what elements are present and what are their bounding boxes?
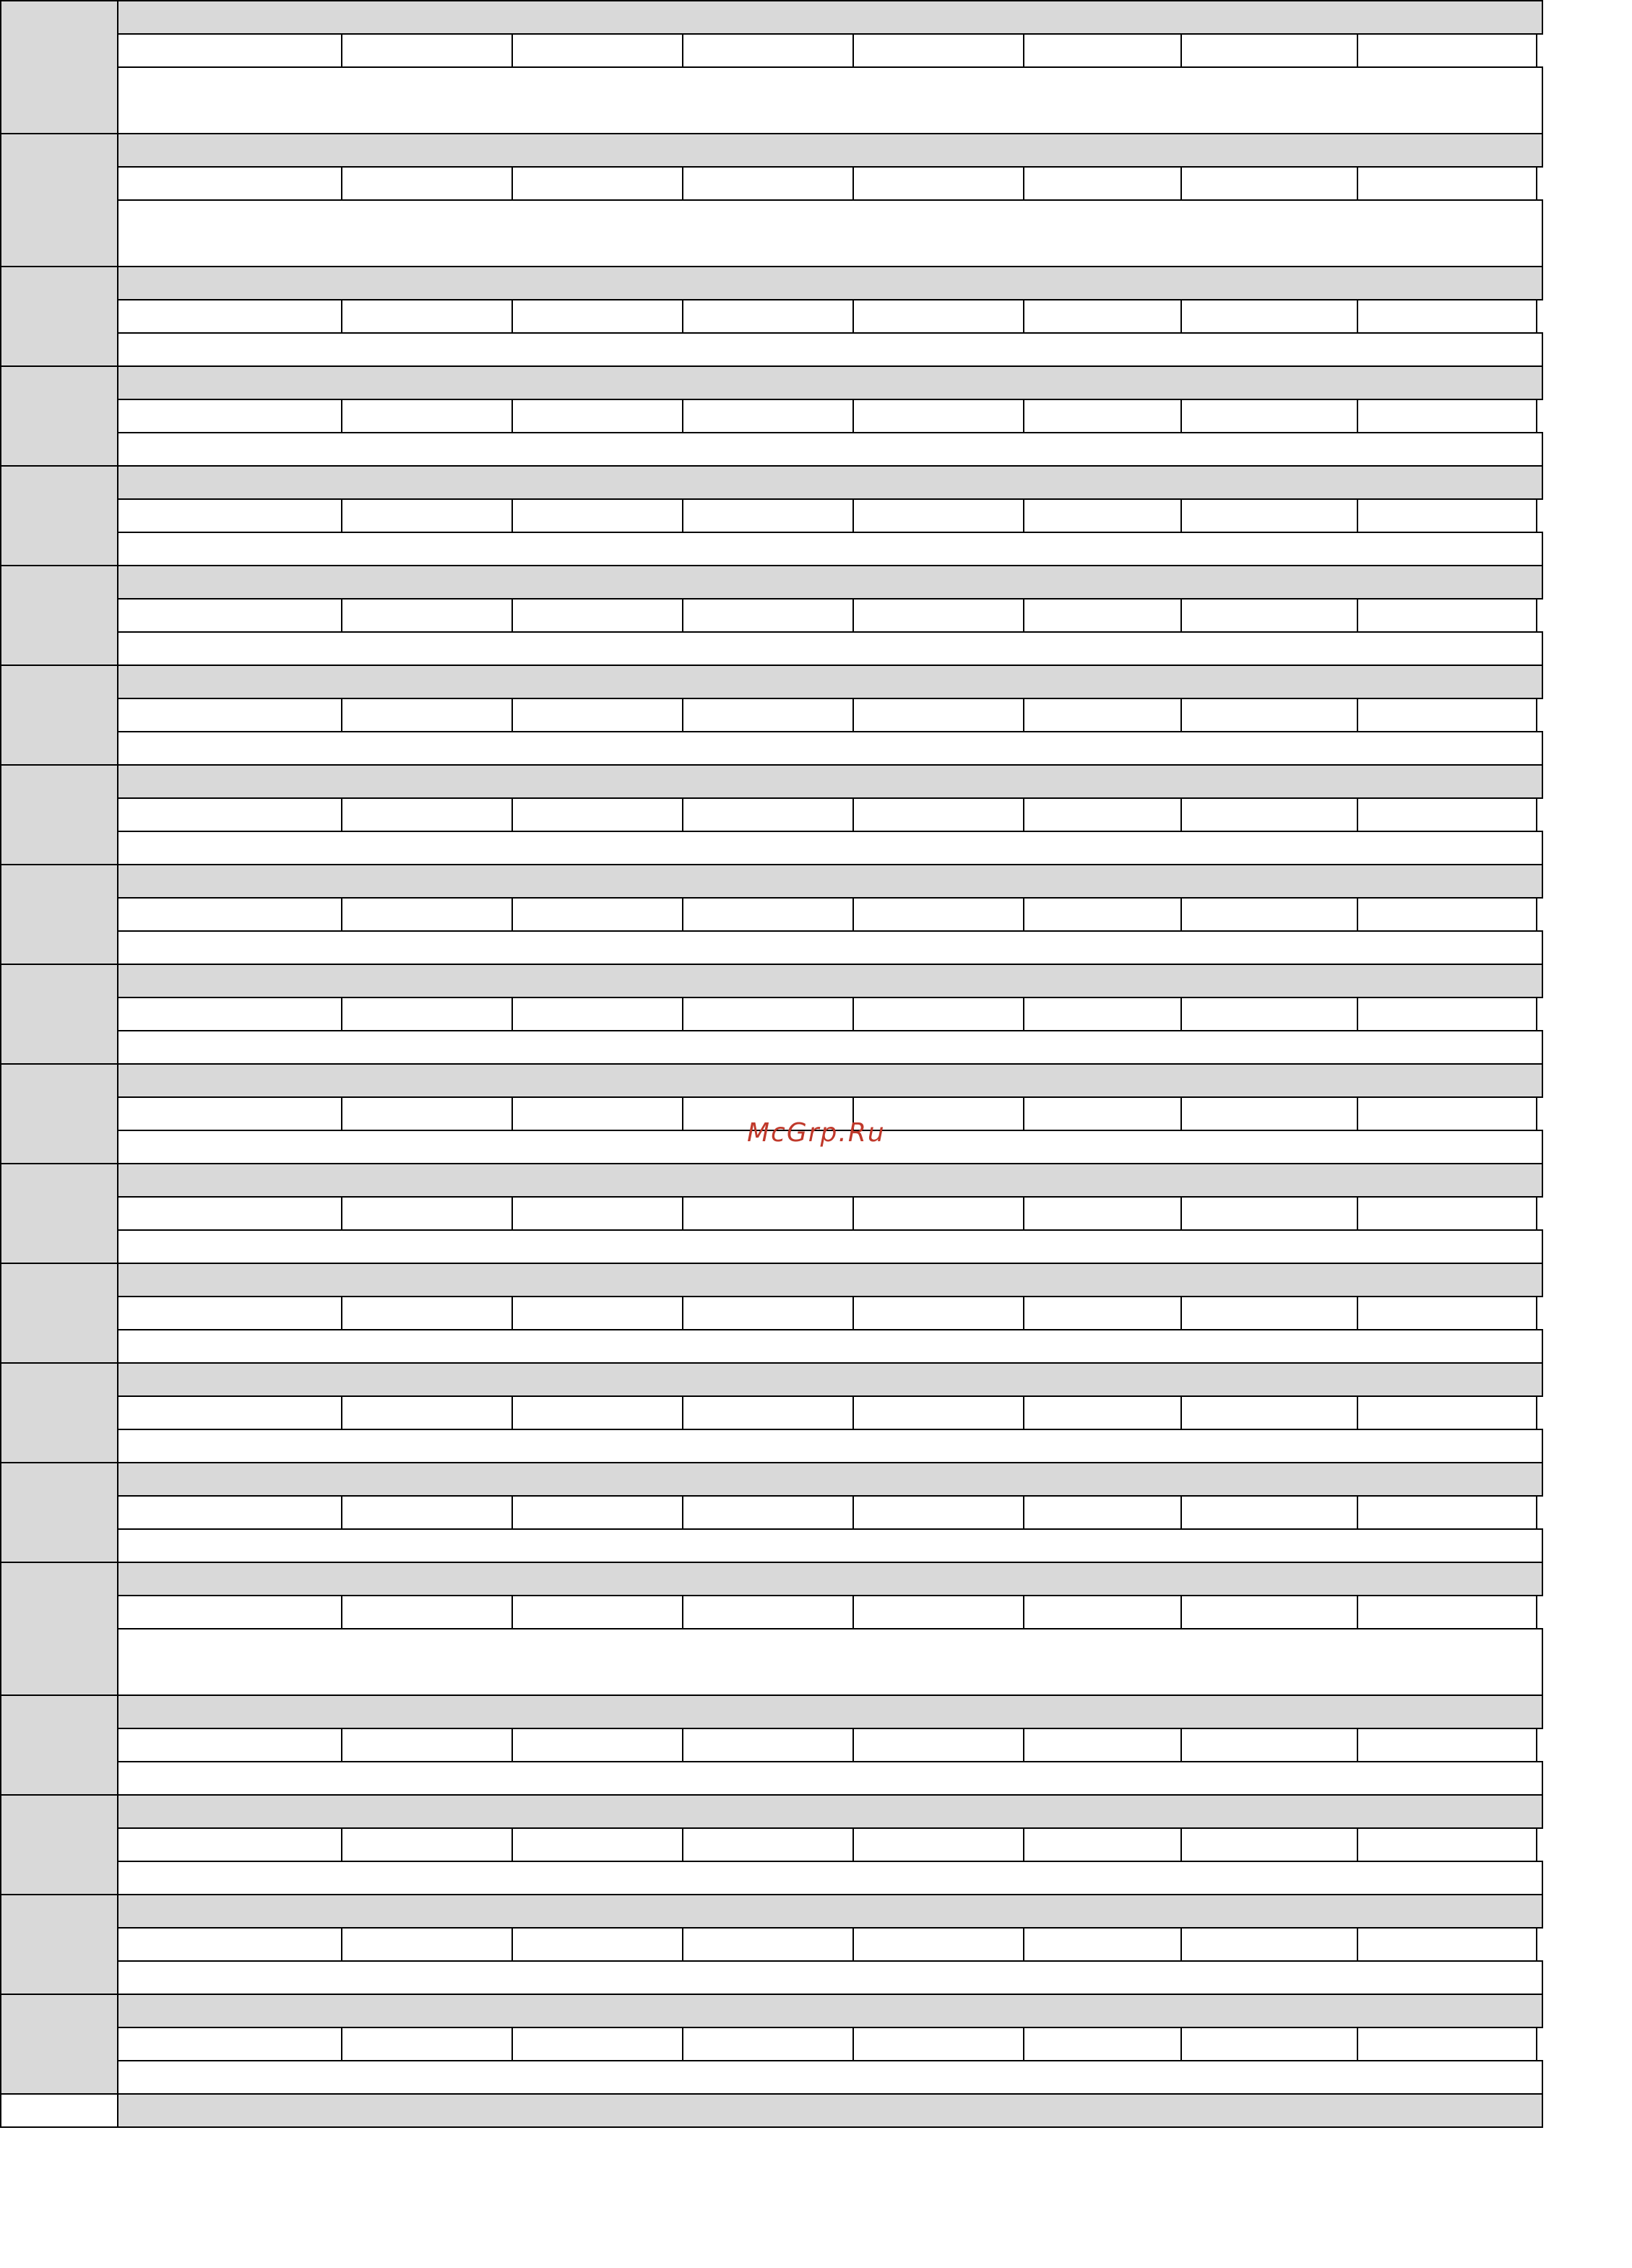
row-header-bar (117, 465, 1543, 500)
form-row (0, 964, 1543, 1063)
row-label-cell (0, 266, 118, 367)
row-content (117, 1894, 1543, 1995)
grid-cell (341, 1395, 513, 1430)
grid-cell (1180, 598, 1358, 633)
row-label-cell (0, 0, 118, 134)
form-row (0, 1163, 1543, 1263)
grid-cell (1023, 598, 1182, 633)
grid-cell (341, 1595, 513, 1629)
row-cells (117, 1927, 1543, 1962)
row-cells (117, 1728, 1543, 1762)
grid-cell (341, 897, 513, 932)
grid-cell (1180, 1096, 1358, 1131)
row-content (117, 465, 1543, 566)
form-row (0, 1894, 1543, 1994)
row-content (117, 1163, 1543, 1264)
grid-cell (1180, 1296, 1358, 1330)
grid-cell (682, 997, 854, 1031)
grid-cell (117, 897, 342, 932)
row-content (117, 1362, 1543, 1463)
grid-cell (682, 1927, 854, 1962)
row-content (117, 964, 1543, 1065)
grid-cell (852, 1927, 1024, 1962)
form-row (0, 1362, 1543, 1462)
row-description-cell (117, 1229, 1543, 1264)
grid-cell (117, 399, 342, 433)
row-header-bar (117, 964, 1543, 998)
grid-cell (511, 1096, 683, 1131)
row-header-bar (117, 1462, 1543, 1497)
row-cells (117, 598, 1543, 633)
row-header-bar (117, 365, 1543, 400)
row-content (117, 665, 1543, 766)
form-row (0, 1694, 1543, 1794)
row-content (117, 1063, 1543, 1164)
grid-cell (511, 1927, 683, 1962)
grid-cell (341, 1827, 513, 1862)
grid-cell (1023, 1296, 1182, 1330)
grid-cell (511, 2027, 683, 2061)
grid-cell (682, 1827, 854, 1862)
grid-cell (1357, 1728, 1537, 1762)
grid-cell (117, 1096, 342, 1131)
row-description-cell (117, 1429, 1543, 1463)
grid-cell (117, 33, 342, 68)
row-header-bar (117, 1163, 1543, 1198)
grid-cell (1180, 299, 1358, 334)
grid-cell (852, 1395, 1024, 1430)
grid-cell (852, 797, 1024, 832)
grid-cell (1023, 399, 1182, 433)
row-description-cell (117, 1329, 1543, 1364)
row-content (117, 266, 1543, 367)
grid-cell (1180, 698, 1358, 732)
row-content (117, 365, 1543, 467)
form-row (0, 764, 1543, 864)
row-content (117, 1794, 1543, 1895)
grid-cell (341, 797, 513, 832)
form-row (0, 0, 1543, 133)
grid-cell (1357, 698, 1537, 732)
grid-cell (682, 1395, 854, 1430)
row-label-cell (0, 1694, 118, 1796)
row-cells (117, 698, 1543, 732)
row-header-bar (117, 1362, 1543, 1397)
grid-cell (511, 1595, 683, 1629)
row-cells (117, 897, 1543, 932)
grid-cell (511, 598, 683, 633)
row-cells (117, 33, 1543, 68)
grid-cell (1023, 897, 1182, 932)
grid-cell (1180, 2027, 1358, 2061)
form-row (0, 365, 1543, 465)
row-label-cell (0, 964, 118, 1065)
grid-cell (1023, 997, 1182, 1031)
grid-cell (341, 299, 513, 334)
grid-cell (341, 498, 513, 533)
row-header-bar (117, 266, 1543, 300)
grid-cell (341, 1927, 513, 1962)
row-content (117, 1562, 1543, 1696)
row-description-cell (117, 199, 1543, 267)
grid-cell (682, 2027, 854, 2061)
grid-cell (1180, 166, 1358, 201)
grid-cell (852, 166, 1024, 201)
row-cells (117, 498, 1543, 533)
grid-cell (1357, 1296, 1537, 1330)
grid-cell (852, 698, 1024, 732)
grid-cell (1180, 1927, 1358, 1962)
grid-cell (852, 598, 1024, 633)
grid-cell (117, 299, 342, 334)
grid-cell (1023, 1196, 1182, 1231)
form-row (0, 133, 1543, 266)
grid-cell (511, 498, 683, 533)
grid-cell (341, 1096, 513, 1131)
grid-cell (511, 1395, 683, 1430)
grid-cell (1023, 166, 1182, 201)
row-label-cell (0, 665, 118, 766)
grid-cell (1357, 1096, 1537, 1131)
grid-cell (341, 1495, 513, 1530)
grid-cell (117, 166, 342, 201)
grid-cell (511, 698, 683, 732)
grid-cell (1357, 1827, 1537, 1862)
grid-cell (852, 1196, 1024, 1231)
grid-cell (852, 498, 1024, 533)
row-cells (117, 1595, 1543, 1629)
grid-cell (682, 1296, 854, 1330)
row-header-bar (117, 1263, 1543, 1297)
grid-cell (1023, 1595, 1182, 1629)
row-content (117, 1994, 1543, 2095)
grid-cell (1357, 598, 1537, 633)
grid-cell (1357, 1395, 1537, 1430)
row-label-cell (0, 864, 118, 965)
grid-cell (1357, 997, 1537, 1031)
grid-cell (852, 2027, 1024, 2061)
row-cells (117, 797, 1543, 832)
grid-cell (852, 1495, 1024, 1530)
grid-cell (1180, 1827, 1358, 1862)
row-header-bar (117, 1063, 1543, 1098)
row-content (117, 565, 1543, 666)
row-header-bar (117, 1562, 1543, 1596)
grid-cell (1023, 698, 1182, 732)
grid-cell (1357, 33, 1537, 68)
grid-cell (1357, 2027, 1537, 2061)
grid-cell (511, 997, 683, 1031)
row-cells (117, 1196, 1543, 1231)
grid-cell (1180, 1595, 1358, 1629)
row-label-cell (0, 1894, 118, 1995)
grid-cell (1180, 33, 1358, 68)
grid-cell (852, 997, 1024, 1031)
row-description-cell (117, 66, 1543, 134)
row-cells (117, 1495, 1543, 1530)
grid-cell (511, 1827, 683, 1862)
grid-cell (1023, 797, 1182, 832)
grid-cell (1023, 33, 1182, 68)
grid-cell (682, 33, 854, 68)
grid-cell (852, 299, 1024, 334)
grid-cell (117, 2027, 342, 2061)
grid-cell (682, 166, 854, 201)
row-label-cell (0, 565, 118, 666)
grid-cell (511, 797, 683, 832)
grid-cell (682, 399, 854, 433)
row-cells (117, 299, 1543, 334)
grid-cell (682, 698, 854, 732)
grid-cell (852, 399, 1024, 433)
grid-cell (1180, 997, 1358, 1031)
grid-cell (117, 797, 342, 832)
row-cells (117, 997, 1543, 1031)
grid-cell (511, 1296, 683, 1330)
grid-cell (1180, 498, 1358, 533)
grid-cell (1180, 897, 1358, 932)
grid-cell (511, 897, 683, 932)
grid-cell (1023, 498, 1182, 533)
grid-cell (117, 1395, 342, 1430)
form-row (0, 1462, 1543, 1562)
row-cells (117, 1827, 1543, 1862)
row-description-cell (117, 631, 1543, 666)
grid-cell (1357, 498, 1537, 533)
row-cells (117, 2027, 1543, 2061)
row-header-bar (117, 665, 1543, 699)
row-header-bar (117, 1894, 1543, 1929)
grid-cell (1357, 1495, 1537, 1530)
form-row (0, 665, 1543, 764)
form-row (0, 1562, 1543, 1694)
grid-cell (511, 33, 683, 68)
grid-cell (682, 1196, 854, 1231)
grid-cell (511, 1495, 683, 1530)
grid-cell (852, 1728, 1024, 1762)
row-content (117, 0, 1543, 134)
row-description-cell (117, 432, 1543, 467)
row-description-cell (117, 1528, 1543, 1563)
row-description-cell (117, 2060, 1543, 2095)
grid-cell (1180, 1728, 1358, 1762)
grid-cell (682, 797, 854, 832)
grid-cell (1023, 1927, 1182, 1962)
row-header-bar (117, 133, 1543, 168)
row-label-cell (0, 1362, 118, 1463)
row-content (117, 864, 1543, 965)
row-content (117, 1462, 1543, 1563)
form-row (0, 465, 1543, 565)
row-label-cell (0, 1994, 118, 2095)
grid-cell (682, 1595, 854, 1629)
grid-cell (117, 1296, 342, 1330)
grid-cell (1180, 399, 1358, 433)
watermark: McGrp.Ru (747, 1118, 886, 1148)
grid-cell (852, 1595, 1024, 1629)
form-row (0, 1263, 1543, 1362)
row-description-cell (117, 1761, 1543, 1796)
form-row (0, 565, 1543, 665)
form-row (0, 1994, 1543, 2093)
grid-cell (1180, 797, 1358, 832)
grid-cell (1023, 299, 1182, 334)
grid-cell (341, 598, 513, 633)
grid-cell (341, 2027, 513, 2061)
grid-cell (1180, 1395, 1358, 1430)
grid-cell (1357, 1196, 1537, 1231)
form-row (0, 266, 1543, 365)
grid-cell (1023, 1096, 1182, 1131)
grid-cell (682, 598, 854, 633)
grid-cell (511, 166, 683, 201)
row-description-cell (117, 332, 1543, 367)
row-label-cell (0, 764, 118, 865)
row-content (117, 1263, 1543, 1364)
row-description-cell (117, 731, 1543, 766)
grid-cell (682, 1495, 854, 1530)
row-content (117, 133, 1543, 267)
row-header-bar (117, 1794, 1543, 1829)
grid-cell (852, 1827, 1024, 1862)
row-header-bar (117, 1994, 1543, 2028)
grid-cell (1357, 897, 1537, 932)
row-header-bar (117, 1694, 1543, 1729)
grid-cell (117, 698, 342, 732)
row-label-cell (0, 1462, 118, 1563)
row-label-cell (0, 1063, 118, 1164)
grid-cell (117, 598, 342, 633)
footer-label-cell (0, 2093, 118, 2128)
footer-bar (117, 2093, 1543, 2128)
grid-cell (1357, 399, 1537, 433)
grid-cell (117, 1196, 342, 1231)
row-description-cell (117, 1861, 1543, 1895)
grid-cell (117, 1827, 342, 1862)
row-label-cell (0, 1562, 118, 1696)
grid-cell (341, 399, 513, 433)
row-description-cell (117, 1030, 1543, 1065)
grid-cell (682, 299, 854, 334)
grid-cell (117, 498, 342, 533)
row-cells (117, 166, 1543, 201)
grid-cell (117, 1927, 342, 1962)
row-label-cell (0, 365, 118, 467)
row-header-bar (117, 764, 1543, 799)
row-label-cell (0, 465, 118, 566)
row-description-cell (117, 1960, 1543, 1995)
grid-cell (511, 1728, 683, 1762)
row-description-cell (117, 1628, 1543, 1696)
row-label-cell (0, 1263, 118, 1364)
form-row (0, 1794, 1543, 1894)
grid-cell (1180, 1196, 1358, 1231)
grid-cell (341, 1296, 513, 1330)
grid-cell (682, 1728, 854, 1762)
row-cells (117, 1296, 1543, 1330)
row-header-bar (117, 864, 1543, 899)
row-description-cell (117, 930, 1543, 965)
grid-cell (682, 498, 854, 533)
grid-cell (852, 897, 1024, 932)
grid-cell (341, 1728, 513, 1762)
grid-cell (1357, 166, 1537, 201)
grid-cell (341, 33, 513, 68)
grid-cell (511, 1196, 683, 1231)
grid-cell (1180, 1495, 1358, 1530)
grid-cell (1023, 1827, 1182, 1862)
row-description-cell (117, 831, 1543, 865)
grid-cell (341, 698, 513, 732)
row-cells (117, 1395, 1543, 1430)
grid-cell (1023, 2027, 1182, 2061)
grid-cell (117, 997, 342, 1031)
grid-cell (511, 299, 683, 334)
row-label-cell (0, 133, 118, 267)
form-row (0, 864, 1543, 964)
grid-cell (117, 1595, 342, 1629)
grid-cell (1023, 1495, 1182, 1530)
grid-cell (1357, 299, 1537, 334)
grid-cell (117, 1728, 342, 1762)
grid-cell (1357, 797, 1537, 832)
row-header-bar (117, 565, 1543, 600)
grid-cell (341, 997, 513, 1031)
grid-cell (682, 897, 854, 932)
row-content (117, 1694, 1543, 1796)
grid-cell (341, 166, 513, 201)
grid-cell (852, 1296, 1024, 1330)
grid-cell (117, 1495, 342, 1530)
form-row (0, 1063, 1543, 1163)
row-header-bar (117, 0, 1543, 35)
row-label-cell (0, 1163, 118, 1264)
grid-cell (511, 399, 683, 433)
row-description-cell (117, 532, 1543, 566)
grid-cell (1357, 1927, 1537, 1962)
grid-cell (1357, 1595, 1537, 1629)
grid-cell (1023, 1395, 1182, 1430)
grid-cell (1023, 1728, 1182, 1762)
grid-cell (341, 1196, 513, 1231)
row-cells (117, 399, 1543, 433)
row-label-cell (0, 1794, 118, 1895)
row-content (117, 764, 1543, 865)
grid-cell (852, 33, 1024, 68)
